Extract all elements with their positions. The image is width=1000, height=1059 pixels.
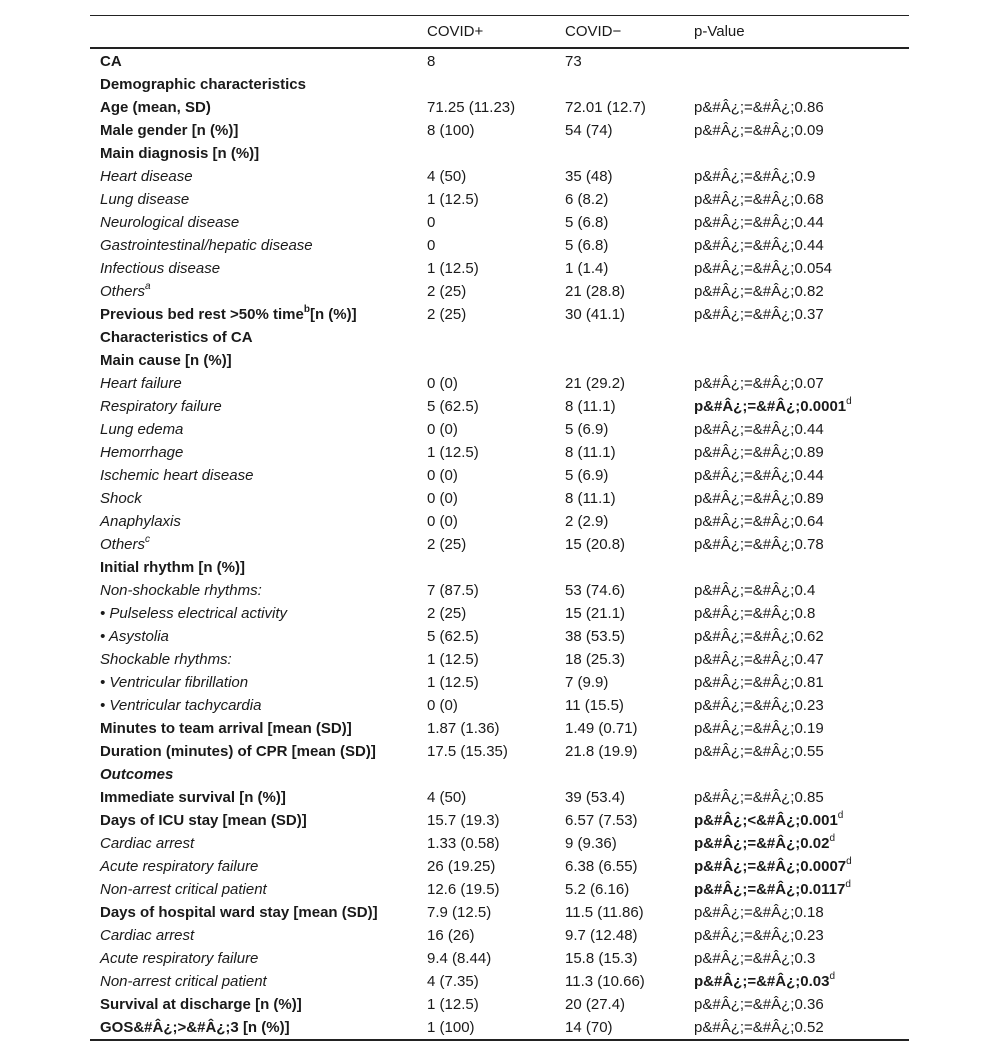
row-label: Lung disease bbox=[100, 191, 190, 208]
p-value-cell bbox=[694, 487, 909, 510]
covid-negative-value: 38 (53.5) bbox=[565, 628, 626, 645]
table-row bbox=[90, 441, 909, 464]
table-body bbox=[90, 50, 909, 1039]
row-label-cell bbox=[90, 924, 427, 947]
row-label-cell bbox=[90, 740, 427, 763]
p-value: p&#Â¿;=&#Â¿;0.86 bbox=[694, 99, 824, 116]
row-label: • Ventricular tachycardia bbox=[100, 697, 262, 714]
row-label-cell bbox=[90, 257, 427, 280]
p-value: p&#Â¿;=&#Â¿;0.82 bbox=[694, 283, 824, 300]
footnote-marker: c bbox=[145, 534, 151, 545]
header-cell-covid-positive: COVID+ bbox=[427, 23, 484, 40]
row-label-cell bbox=[90, 625, 427, 648]
row-label-cell bbox=[90, 50, 427, 73]
row-label: Immediate survival [n (%)] bbox=[100, 789, 286, 806]
row-label-cell bbox=[90, 533, 427, 556]
significance-marker: d bbox=[845, 879, 851, 890]
row-label-cell bbox=[90, 901, 427, 924]
table-row bbox=[90, 648, 909, 671]
covid-positive-value: 12.6 (19.5) bbox=[427, 881, 500, 898]
table-row bbox=[90, 96, 909, 119]
covid-positive-value: 0 (0) bbox=[427, 697, 458, 714]
table-row bbox=[90, 947, 909, 970]
p-value: p&#Â¿;=&#Â¿;0.0001 bbox=[694, 398, 847, 415]
p-value: p&#Â¿;=&#Â¿;0.23 bbox=[694, 927, 824, 944]
significance-marker: d bbox=[846, 856, 852, 867]
row-label-cell bbox=[90, 211, 427, 234]
row-label-cell bbox=[90, 464, 427, 487]
covid-negative-value: 35 (48) bbox=[565, 168, 613, 185]
table-header bbox=[90, 16, 909, 47]
p-value-cell bbox=[694, 119, 909, 142]
p-value-cell bbox=[694, 280, 909, 303]
row-label-cell bbox=[90, 947, 427, 970]
row-label: CA bbox=[100, 53, 122, 70]
table-row bbox=[90, 165, 909, 188]
covid-positive-value: 7 (87.5) bbox=[427, 582, 479, 599]
covid-positive-value: 71.25 (11.23) bbox=[427, 99, 516, 116]
p-value-cell bbox=[694, 648, 909, 671]
p-value-cell bbox=[694, 441, 909, 464]
p-value: p&#Â¿;=&#Â¿;0.44 bbox=[694, 237, 824, 254]
table-row bbox=[90, 73, 909, 96]
covid-positive-value: 8 bbox=[427, 53, 436, 70]
row-label: Others bbox=[100, 283, 146, 300]
table-row bbox=[90, 556, 909, 579]
row-label-cell bbox=[90, 556, 427, 579]
covid-negative-value: 21 (28.8) bbox=[565, 283, 626, 300]
covid-positive-value: 17.5 (15.35) bbox=[427, 743, 508, 760]
p-value-cell bbox=[694, 924, 909, 947]
table-row bbox=[90, 970, 909, 993]
significance-marker: d bbox=[846, 396, 852, 407]
p-value-cell bbox=[694, 786, 909, 809]
covid-negative-value: 5 (6.9) bbox=[565, 421, 609, 438]
covid-negative-value: 8 (11.1) bbox=[565, 490, 616, 507]
header-cell-covid-negative: COVID− bbox=[565, 23, 622, 40]
row-label: Demographic characteristics bbox=[100, 76, 306, 93]
table-row bbox=[90, 395, 909, 418]
row-label: Main cause [n (%)] bbox=[100, 352, 232, 369]
row-label-cell bbox=[90, 832, 427, 855]
row-label: • Pulseless electrical activity bbox=[100, 605, 287, 622]
p-value: p&#Â¿;=&#Â¿;0.44 bbox=[694, 467, 824, 484]
table-row bbox=[90, 993, 909, 1016]
p-value: p&#Â¿;=&#Â¿;0.18 bbox=[694, 904, 824, 921]
row-label: Cardiac arrest bbox=[100, 927, 195, 944]
row-label-cell bbox=[90, 809, 427, 832]
row-label: • Asystolia bbox=[100, 628, 169, 645]
p-value-cell bbox=[694, 809, 909, 832]
significance-marker: d bbox=[829, 971, 836, 982]
covid-positive-value: 1 (12.5) bbox=[427, 444, 479, 461]
row-label-cell bbox=[90, 579, 427, 602]
row-label: Age (mean, SD) bbox=[100, 99, 211, 116]
covid-positive-value: 1 (100) bbox=[427, 1019, 475, 1036]
row-label-cell bbox=[90, 717, 427, 740]
table-row bbox=[90, 487, 909, 510]
row-label-cell bbox=[90, 418, 427, 441]
table-row bbox=[90, 188, 909, 211]
p-value-cell bbox=[694, 464, 909, 487]
p-value-cell bbox=[694, 372, 909, 395]
p-value: p&#Â¿;=&#Â¿;0.9 bbox=[694, 168, 816, 185]
p-value: p&#Â¿;=&#Â¿;0.19 bbox=[694, 720, 824, 737]
covid-positive-value: 26 (19.25) bbox=[427, 858, 496, 875]
covid-negative-value: 5 (6.8) bbox=[565, 214, 609, 231]
covid-positive-value: 1 (12.5) bbox=[427, 260, 479, 277]
p-value: p&#Â¿;=&#Â¿;0.4 bbox=[694, 582, 816, 599]
row-label-cell bbox=[90, 326, 427, 349]
row-label-cell bbox=[90, 970, 427, 993]
covid-negative-value: 53 (74.6) bbox=[565, 582, 626, 599]
covid-negative-value: 5 (6.8) bbox=[565, 237, 609, 254]
row-label: Cardiac arrest bbox=[100, 835, 195, 852]
row-label-cell bbox=[90, 671, 427, 694]
covid-negative-value: 6 (8.2) bbox=[565, 191, 609, 208]
covid-positive-value: 0 bbox=[427, 237, 436, 254]
covid-positive-value: 1 (12.5) bbox=[427, 191, 479, 208]
row-label-cell bbox=[90, 487, 427, 510]
p-value: p&#Â¿;=&#Â¿;0.78 bbox=[694, 536, 824, 553]
covid-negative-value: 11.5 (11.86) bbox=[565, 904, 644, 921]
p-value: p&#Â¿;=&#Â¿;0.85 bbox=[694, 789, 824, 806]
p-value: p&#Â¿;=&#Â¿;0.0117 bbox=[694, 881, 846, 898]
row-label: Acute respiratory failure bbox=[100, 950, 259, 967]
covid-positive-value: 0 (0) bbox=[427, 490, 458, 507]
p-value: p&#Â¿;=&#Â¿;0.09 bbox=[694, 122, 824, 139]
covid-positive-value: 4 (7.35) bbox=[427, 973, 479, 990]
table-row bbox=[90, 418, 909, 441]
covid-negative-value: 6.38 (6.55) bbox=[565, 858, 638, 875]
row-label: Neurological disease bbox=[100, 214, 240, 231]
table-row bbox=[90, 717, 909, 740]
table-row bbox=[90, 602, 909, 625]
covid-negative-value: 6.57 (7.53) bbox=[565, 812, 638, 829]
p-value-cell bbox=[694, 694, 909, 717]
table-row bbox=[90, 901, 909, 924]
p-value: p&#Â¿;=&#Â¿;0.02 bbox=[694, 835, 830, 852]
covid-negative-value: 72.01 (12.7) bbox=[565, 99, 646, 116]
row-label-cell bbox=[90, 786, 427, 809]
row-label: Non-arrest critical patient bbox=[100, 973, 267, 990]
p-value: p&#Â¿;=&#Â¿;0.44 bbox=[694, 214, 824, 231]
p-value-cell bbox=[694, 717, 909, 740]
row-label: Heart disease bbox=[100, 168, 193, 185]
table-row bbox=[90, 326, 909, 349]
p-value: p&#Â¿;=&#Â¿;0.36 bbox=[694, 996, 824, 1013]
p-value: p&#Â¿;=&#Â¿;0.0007 bbox=[694, 858, 847, 875]
row-label: Non-shockable rhythms: bbox=[100, 582, 262, 599]
table-row bbox=[90, 234, 909, 257]
row-label: Shockable rhythms: bbox=[100, 651, 232, 668]
p-value-cell bbox=[694, 579, 909, 602]
table-row bbox=[90, 510, 909, 533]
row-label-cell bbox=[90, 510, 427, 533]
row-label: Survival at discharge [n (%)] bbox=[100, 996, 302, 1013]
p-value-cell bbox=[694, 901, 909, 924]
covid-positive-value: 0 (0) bbox=[427, 375, 458, 392]
row-label-cell bbox=[90, 142, 427, 165]
row-label: Minutes to team arrival [mean (SD)] bbox=[100, 720, 352, 737]
table-row bbox=[90, 832, 909, 855]
row-label: Days of ICU stay [mean (SD)] bbox=[100, 812, 307, 829]
p-value: p&#Â¿;=&#Â¿;0.44 bbox=[694, 421, 824, 438]
covid-negative-value: 8 (11.1) bbox=[565, 398, 616, 415]
p-value: p&#Â¿;=&#Â¿;0.62 bbox=[694, 628, 824, 645]
row-label-cell bbox=[90, 1016, 427, 1039]
row-label-cell bbox=[90, 855, 427, 878]
significance-marker: d bbox=[837, 810, 844, 821]
covid-negative-value: 5 (6.9) bbox=[565, 467, 609, 484]
p-value-cell bbox=[694, 832, 909, 855]
covid-positive-value: 1 (12.5) bbox=[427, 996, 479, 1013]
table-row bbox=[90, 533, 909, 556]
p-value-cell bbox=[694, 418, 909, 441]
p-value: p&#Â¿;=&#Â¿;0.37 bbox=[694, 306, 824, 323]
p-value-cell bbox=[694, 625, 909, 648]
covid-positive-value: 1 (12.5) bbox=[427, 651, 479, 668]
p-value: p&#Â¿;=&#Â¿;0.03 bbox=[694, 973, 830, 990]
significance-marker: d bbox=[829, 833, 836, 844]
table-row bbox=[90, 349, 909, 372]
p-value-cell bbox=[694, 947, 909, 970]
table-row bbox=[90, 809, 909, 832]
table-row bbox=[90, 924, 909, 947]
row-label-cell bbox=[90, 878, 427, 901]
covid-positive-value: 1.33 (0.58) bbox=[427, 835, 500, 852]
covid-negative-value: 21 (29.2) bbox=[565, 375, 626, 392]
footnote-marker: b bbox=[303, 304, 310, 315]
p-value-cell bbox=[694, 234, 909, 257]
row-label-cell bbox=[90, 441, 427, 464]
table-row bbox=[90, 280, 909, 303]
covid-positive-value: 8 (100) bbox=[427, 122, 475, 139]
covid-negative-value: 15 (20.8) bbox=[565, 536, 626, 553]
p-value: p&#Â¿;=&#Â¿;0.68 bbox=[694, 191, 824, 208]
covid-negative-value: 11.3 (10.66) bbox=[565, 973, 645, 990]
covid-negative-value: 20 (27.4) bbox=[565, 996, 626, 1013]
covid-negative-value: 21.8 (19.9) bbox=[565, 743, 638, 760]
covid-negative-value: 7 (9.9) bbox=[565, 674, 609, 691]
p-value-cell bbox=[694, 671, 909, 694]
row-label: Shock bbox=[100, 490, 142, 507]
p-value: p&#Â¿;=&#Â¿;0.89 bbox=[694, 444, 824, 461]
p-value-cell bbox=[694, 1016, 909, 1039]
p-value-cell bbox=[694, 510, 909, 533]
p-value-cell bbox=[694, 970, 909, 993]
row-label-cell bbox=[90, 694, 427, 717]
table-row bbox=[90, 372, 909, 395]
covid-positive-value: 4 (50) bbox=[427, 168, 467, 185]
row-label-cell bbox=[90, 280, 427, 303]
table-row bbox=[90, 671, 909, 694]
row-label-cell bbox=[90, 372, 427, 395]
row-label: • Ventricular fibrillation bbox=[100, 674, 249, 691]
covid-positive-value: 7.9 (12.5) bbox=[427, 904, 492, 921]
p-value: p&#Â¿;=&#Â¿;0.52 bbox=[694, 1019, 824, 1036]
covid-positive-value: 2 (25) bbox=[427, 283, 467, 300]
row-label-cell bbox=[90, 234, 427, 257]
p-value: p&#Â¿;=&#Â¿;0.8 bbox=[694, 605, 816, 622]
row-label: Main diagnosis [n (%)] bbox=[100, 145, 260, 162]
p-value: p&#Â¿;=&#Â¿;0.3 bbox=[694, 950, 816, 967]
p-value-cell bbox=[694, 855, 909, 878]
covid-negative-value: 11 (15.5) bbox=[565, 697, 624, 714]
row-label: Outcomes bbox=[100, 766, 174, 783]
covid-positive-value: 5 (62.5) bbox=[427, 398, 479, 415]
covid-negative-value: 39 (53.4) bbox=[565, 789, 626, 806]
row-label: Non-arrest critical patient bbox=[100, 881, 267, 898]
p-value-cell bbox=[694, 878, 909, 901]
covid-negative-value: 18 (25.3) bbox=[565, 651, 626, 668]
covid-positive-value: 9.4 (8.44) bbox=[427, 950, 492, 967]
covid-positive-value: 2 (25) bbox=[427, 536, 467, 553]
row-label-cell bbox=[90, 188, 427, 211]
p-value-cell bbox=[694, 993, 909, 1016]
table-bottom-rule bbox=[90, 1039, 909, 1041]
p-value-cell bbox=[694, 165, 909, 188]
data-table bbox=[90, 15, 909, 1041]
row-label: Male gender [n (%)] bbox=[100, 122, 239, 139]
covid-negative-value: 15.8 (15.3) bbox=[565, 950, 638, 967]
covid-negative-value: 15 (21.1) bbox=[565, 605, 626, 622]
p-value-cell bbox=[694, 395, 909, 418]
table-row bbox=[90, 694, 909, 717]
covid-negative-value: 73 bbox=[565, 53, 582, 70]
row-label: Characteristics of CA bbox=[100, 329, 253, 346]
row-label: Ischemic heart disease bbox=[100, 467, 254, 484]
table-header-rule bbox=[90, 47, 909, 49]
row-label-cell bbox=[90, 993, 427, 1016]
covid-negative-value: 14 (70) bbox=[565, 1019, 613, 1036]
row-label-cell bbox=[90, 73, 427, 96]
row-label: Lung edema bbox=[100, 421, 184, 438]
row-label: Heart failure bbox=[100, 375, 182, 392]
row-label-suffix: [n (%)] bbox=[309, 306, 357, 323]
p-value-cell bbox=[694, 533, 909, 556]
table-row bbox=[90, 119, 909, 142]
covid-negative-value: 1.49 (0.71) bbox=[565, 720, 638, 737]
covid-negative-value: 9.7 (12.48) bbox=[565, 927, 638, 944]
table-row bbox=[90, 464, 909, 487]
covid-negative-value: 1 (1.4) bbox=[565, 260, 609, 277]
row-label: GOS&#Â¿;>&#Â¿;3 [n (%)] bbox=[100, 1019, 290, 1036]
footnote-marker: a bbox=[145, 281, 151, 292]
covid-positive-value: 1.87 (1.36) bbox=[427, 720, 500, 737]
row-label: Initial rhythm [n (%)] bbox=[100, 559, 245, 576]
covid-positive-value: 2 (25) bbox=[427, 306, 467, 323]
table-row bbox=[90, 303, 909, 326]
covid-positive-value: 5 (62.5) bbox=[427, 628, 479, 645]
table-row bbox=[90, 142, 909, 165]
p-value: p&#Â¿;<&#Â¿;0.001 bbox=[694, 812, 838, 829]
covid-positive-value: 0 (0) bbox=[427, 421, 458, 438]
covid-positive-value: 4 (50) bbox=[427, 789, 467, 806]
table-row bbox=[90, 50, 909, 73]
row-label: Respiratory failure bbox=[100, 398, 222, 415]
p-value: p&#Â¿;=&#Â¿;0.47 bbox=[694, 651, 824, 668]
covid-positive-value: 1 (12.5) bbox=[427, 674, 479, 691]
row-label-cell bbox=[90, 648, 427, 671]
p-value: p&#Â¿;=&#Â¿;0.23 bbox=[694, 697, 824, 714]
p-value: p&#Â¿;=&#Â¿;0.89 bbox=[694, 490, 824, 507]
table-row bbox=[90, 1016, 909, 1039]
row-label: Others bbox=[100, 536, 146, 553]
covid-negative-value: 8 (11.1) bbox=[565, 444, 616, 461]
row-label-cell bbox=[90, 349, 427, 372]
p-value: p&#Â¿;=&#Â¿;0.81 bbox=[694, 674, 824, 691]
covid-negative-value: 54 (74) bbox=[565, 122, 613, 139]
p-value: p&#Â¿;=&#Â¿;0.054 bbox=[694, 260, 833, 277]
table-row bbox=[90, 625, 909, 648]
p-value: p&#Â¿;=&#Â¿;0.07 bbox=[694, 375, 824, 392]
table-row bbox=[90, 579, 909, 602]
covid-positive-value: 2 (25) bbox=[427, 605, 467, 622]
covid-negative-value: 9 (9.36) bbox=[565, 835, 617, 852]
table-row bbox=[90, 786, 909, 809]
table-row bbox=[90, 763, 909, 786]
row-label: Duration (minutes) of CPR [mean (SD)] bbox=[100, 743, 376, 760]
row-label: Days of hospital ward stay [mean (SD)] bbox=[100, 904, 378, 921]
p-value: p&#Â¿;=&#Â¿;0.64 bbox=[694, 513, 824, 530]
covid-positive-value: 15.7 (19.3) bbox=[427, 812, 500, 829]
covid-negative-value: 5.2 (6.16) bbox=[565, 881, 630, 898]
covid-positive-value: 0 (0) bbox=[427, 513, 458, 530]
p-value-cell bbox=[694, 740, 909, 763]
row-label-cell bbox=[90, 395, 427, 418]
table-row bbox=[90, 211, 909, 234]
row-label: Anaphylaxis bbox=[100, 513, 181, 530]
p-value-cell bbox=[694, 303, 909, 326]
row-label: Acute respiratory failure bbox=[100, 858, 259, 875]
covid-negative-value: 30 (41.1) bbox=[565, 306, 626, 323]
covid-negative-value: 2 (2.9) bbox=[565, 513, 609, 530]
p-value-cell bbox=[694, 211, 909, 234]
p-value-cell bbox=[694, 188, 909, 211]
p-value-cell bbox=[694, 257, 909, 280]
row-label-cell bbox=[90, 96, 427, 119]
p-value-cell bbox=[694, 96, 909, 119]
covid-positive-value: 0 (0) bbox=[427, 467, 458, 484]
table-row bbox=[90, 878, 909, 901]
row-label-cell bbox=[90, 763, 427, 786]
row-label-cell bbox=[90, 303, 427, 326]
header-cell-p-value: p-Value bbox=[694, 23, 745, 40]
table-row bbox=[90, 257, 909, 280]
p-value: p&#Â¿;=&#Â¿;0.55 bbox=[694, 743, 824, 760]
row-label-cell bbox=[90, 602, 427, 625]
p-value-cell bbox=[694, 602, 909, 625]
row-label: Infectious disease bbox=[100, 260, 221, 277]
row-label-cell bbox=[90, 165, 427, 188]
row-label-cell bbox=[90, 119, 427, 142]
row-label: Previous bed rest >50% time bbox=[100, 306, 304, 323]
table-row bbox=[90, 740, 909, 763]
row-label: Hemorrhage bbox=[100, 444, 184, 461]
covid-positive-value: 16 (26) bbox=[427, 927, 475, 944]
row-label: Gastrointestinal/hepatic disease bbox=[100, 237, 313, 254]
table-row bbox=[90, 855, 909, 878]
covid-positive-value: 0 bbox=[427, 214, 436, 231]
